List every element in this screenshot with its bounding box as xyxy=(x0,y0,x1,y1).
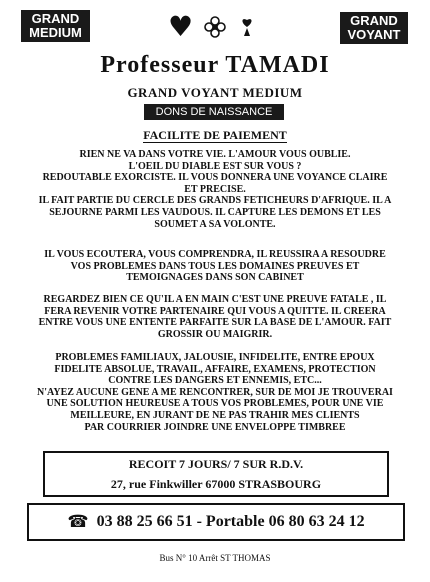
text-line: CONTRE LES DANGERS ET ENNEMIS, ETC... xyxy=(108,375,322,387)
text-line: UNE SOLUTION HEUREUSE A TOUS VOS PROBLEMES, POUR UNE VIE xyxy=(46,398,384,410)
appointment-box xyxy=(43,451,389,497)
gift-label: DONS DE NAISSANCE xyxy=(144,104,284,120)
bus-stop-info: Bus N° 10 Arrêt ST THOMAS xyxy=(159,553,271,563)
heart-icon: ♥ xyxy=(168,10,194,43)
paragraph-intro xyxy=(4,149,426,230)
phone-box xyxy=(27,503,405,541)
badge-line: GRAND xyxy=(350,13,398,28)
payment-text: FACILITE DE PAIEMENT xyxy=(143,128,287,142)
text-line: L'OEIL DU DIABLE EST SUR VOUS ? xyxy=(128,160,302,172)
text-line: SEJOURNE PARMI LES VAUDOUS. IL CAPTURE LES DEMONS ET LES xyxy=(49,206,381,218)
text-line: N'AYEZ AUCUNE GENE A ME RENCONTRER, SUR DE MOI JE TROUVERAI xyxy=(37,386,393,398)
paragraph-proof xyxy=(4,294,426,340)
badge-line: VOYANT xyxy=(347,27,401,42)
address: 27, rue Finkwiller 67000 STRASBOURG xyxy=(110,477,322,491)
grand-medium-badge xyxy=(21,10,90,42)
phone-numbers: 03 88 25 66 51 - Portable 06 80 63 24 12 xyxy=(96,513,365,530)
text-line: RIEN NE VA DANS VOTRE VIE. L'AMOUR VOUS OUBLIE. xyxy=(79,149,351,160)
badge-line: GRAND xyxy=(31,11,80,26)
text-line: PROBLEMES FAMILIAUX, JALOUSIE, INFIDELITE, ENTRE EPOUX xyxy=(55,352,375,363)
text-line: REGARDEZ BIEN CE QU'IL A EN MAIN C'EST UNE PREUVE FATALE , IL xyxy=(43,294,387,305)
text-line: ET PRECISE. xyxy=(184,183,246,195)
text-line: PAR COURRIER JOINDRE UNE ENVELOPPE TIMBREE xyxy=(84,421,346,433)
paragraph-listen xyxy=(4,249,426,284)
appointment-hours: RECOIT 7 JOURS/ 7 SUR R.D.V. xyxy=(128,457,304,471)
text-line: REDOUTABLE EXORCISTE. IL VOUS DONNERA UNE VOYANCE CLAIRE xyxy=(42,172,388,184)
text-line: SOUMET A SA VOLONTE. xyxy=(154,218,276,230)
text-line: MEILLEURE, EN JURANT DE NE PAS TRAHIR MES CLIENTS xyxy=(70,409,360,421)
symbol-row xyxy=(168,12,258,42)
text-line: TEMOIGNAGES DANS SON CABINET xyxy=(126,272,304,284)
text-line: FIDELITE ABSOLUE, TRAVAIL, AFFAIRE, EXAMENS, PROTECTION xyxy=(54,363,376,375)
telephone-icon: ☎ xyxy=(67,512,89,532)
text-line: ENTRE VOUS UNE ENTENTE PARFAITE SUR LA BASE DE L'AMOUR. FAIT xyxy=(38,317,392,329)
grand-voyant-badge xyxy=(340,12,408,44)
payment-heading xyxy=(0,128,430,143)
page-title: Professeur TAMADI xyxy=(100,52,330,78)
text-line: GROSSIR OU MAIGRIR. xyxy=(157,328,273,340)
badge-line: MEDIUM xyxy=(29,25,82,40)
text-line: IL FAIT PARTIE DU CERCLE DES GRANDS FETICHEURS D'AFRIQUE. IL A xyxy=(38,195,392,207)
text-line: IL VOUS ECOUTERA, VOUS COMPRENDRA, IL REUSSIRA A RESOUDRE xyxy=(44,249,386,260)
text-line: FERA REVENIR VOTRE PARTENAIRE QUI VOUS A QUITTE. IL CREERA xyxy=(44,305,386,317)
paragraph-problems xyxy=(4,352,426,433)
flower-icon xyxy=(204,16,226,38)
subtitle: GRAND VOYANT MEDIUM xyxy=(127,85,303,100)
heart-spade-icon xyxy=(236,16,258,38)
text-line: VOS PROBLEMES DANS TOUS LES DOMAINES PREUVES ET xyxy=(70,260,360,272)
